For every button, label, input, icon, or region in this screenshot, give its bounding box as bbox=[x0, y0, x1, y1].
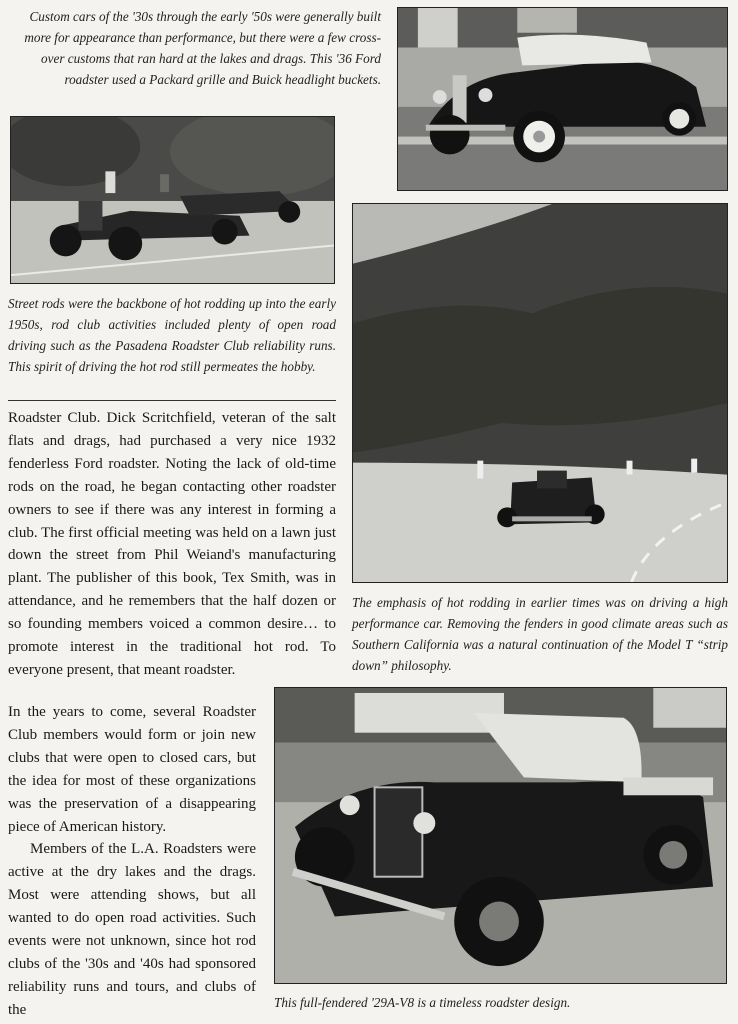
caption-custom-cars: Custom cars of the '30s through the early '50s were generally built more for appearance than performance, but there were a few cross-over customs that ran hard at the lakes and drags. This '36 Ford roadster used a Packard grille and Buick headlight buckets. bbox=[24, 9, 381, 87]
body-paragraph-2: In the years to come, several Roadster Club members would form or join new clubs that were open to closed cars, but the idea for most of these organizations was the preservation of a disappearing piece of American history. bbox=[8, 704, 256, 835]
caption-emphasis: The emphasis of hot rodding in earlier times was on driving a high performance car. Removing the fenders in good climate areas such as Southern California was a natural continuation of the Model T “strip down” philosophy. bbox=[352, 595, 728, 673]
body-text-column-upper bbox=[8, 407, 336, 682]
body-text-column-lower bbox=[8, 701, 256, 1022]
photo-36-ford-roadster bbox=[397, 7, 728, 191]
caption-divider bbox=[8, 400, 336, 401]
photo-street-rods bbox=[10, 116, 335, 284]
photo-canyon-road-roadster bbox=[352, 203, 728, 583]
body-paragraph-1: Roadster Club. Dick Scritchfield, veteran of the salt flats and drags, had purchased a very nice 1932 fenderless Ford roadster. Noting the lack of old-time rods on the road, he began contacting other roadster owners to see if there was any interest in forming a club. The first official meeting was held on a lawn just down the street from Phil Weiand's manufacturing plant. The publisher of this book, Tex Smith, was in attendance, and he remembers that the half dozen or so founding members voiced a common desire… to promote interest in the traditional hot rod. To everyone present, that meant roadster. bbox=[8, 410, 336, 678]
body-paragraph-3: Members of the L.A. Roadsters were active at the dry lakes and the drags. Most were attending shows, but all wanted to do open road activities. Such events were not unknown, since hot rod clubs of the '30s and '40s had sponsored reliability runs and tours, and clubs of the bbox=[8, 841, 256, 1018]
photo-29a-v8-roadster bbox=[274, 687, 727, 984]
caption-29a-v8: This full-fendered '29A-V8 is a timeless roadster design. bbox=[274, 995, 571, 1010]
caption-street-rods: Street rods were the backbone of hot rodding up into the early 1950s, rod club activities included plenty of open road driving such as the Pasadena Roadster Club reliability runs. This spirit of driving the hot rod still permeates the hobby. bbox=[8, 296, 336, 374]
